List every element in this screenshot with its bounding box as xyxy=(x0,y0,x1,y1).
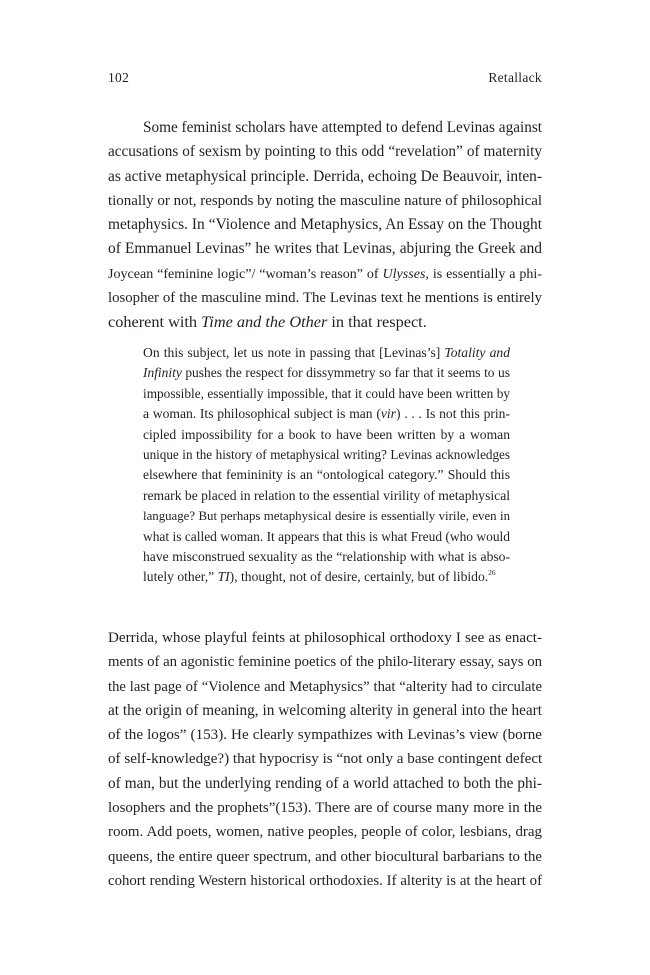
quote-line: lutely other,” TI), thought, not of desire, certainly, but of libido.$^{26}$ xyxy=(143,568,496,585)
quote-line: unique in the history of metaphysical writing? Levinas acknowledges xyxy=(143,446,510,462)
text-line: metaphysics. In “Violence and Metaphysics, An Essay on the Thought xyxy=(108,216,542,234)
text-line: coherent with Time and the Other in that respect. xyxy=(108,312,427,332)
text-line: of the logos” (153). He clearly sympathizes with Levinas’s view (borne xyxy=(108,727,542,744)
text-line: Some feminist scholars have attempted to defend Levinas against xyxy=(143,119,542,136)
body-paragraph-1 xyxy=(108,116,542,335)
block-quotation xyxy=(143,343,510,588)
text-line: accusations of sexism by pointing to this odd “revelation” of maternity xyxy=(108,143,542,161)
quote-line: a woman. Its philosophical subject is man (vir) . . . Is not this prin- xyxy=(143,406,510,422)
italic-title-time-and-the-other: Time and the Other xyxy=(201,312,328,332)
quote-line: elsewhere that femininity is an “ontological category.” Should this xyxy=(143,467,510,483)
footnote-marker[interactable]: 26 xyxy=(488,568,496,578)
quote-line: remark be placed in relation to the essential virility of metaphysical xyxy=(143,487,510,503)
italic-title-ulysses: Ulysses xyxy=(382,265,426,282)
italic-abbrev-ti: TI xyxy=(217,569,230,585)
running-head xyxy=(108,70,542,90)
text-line: Derrida, whose playful feints at philosophical orthodoxy I see as enact- xyxy=(108,630,542,646)
quote-line: what is called woman. It appears that this is what Freud (who would xyxy=(143,528,510,544)
quote-line: Infinity pushes the respect for dissymmetry so far that it seems to us xyxy=(143,365,510,381)
italic-title-infinity: Infinity xyxy=(143,365,182,381)
text-line: queens, the entire queer spectrum, and other biocultural barbarians to the xyxy=(108,848,542,865)
text-line: cohort rending Western historical orthodoxies. If alterity is at the heart of xyxy=(108,872,542,889)
text-line: of self-knowledge?) that hypocrisy is “not only a base contingent defect xyxy=(108,751,543,768)
text-line: at the origin of meaning, in welcoming alterity in general into the heart xyxy=(108,701,542,719)
quote-line: have misconstrued sexuality as the “relationship with what is abso- xyxy=(143,548,510,564)
quote-line: impossible, essentially impossible, that it could have been written by xyxy=(143,385,510,401)
italic-term-vir: vir xyxy=(380,406,396,422)
text-line: of Emmanuel Levinas” he writes that Levinas, abjuring the Greek and xyxy=(108,240,542,258)
text-line: ments of an agonistic feminine poetics of the philo-literary essay, says on xyxy=(108,654,542,671)
text-line: Joycean “feminine logic”/ “woman’s reason” of Ulysses, is essentially a phi- xyxy=(108,265,543,282)
text-line: the last page of “Violence and Metaphysics” that “alterity had to circulate xyxy=(108,678,542,695)
text-line: room. Add poets, women, native peoples, people of color, lesbians, drag xyxy=(108,824,542,841)
running-head-author: Retallack xyxy=(488,70,542,85)
text-line: losopher of the masculine mind. The Levinas text he mentions is entirely xyxy=(108,290,542,307)
page-number: 102 xyxy=(108,70,130,85)
quote-line: language? But perhaps metaphysical desire is essentially virile, even in xyxy=(143,509,510,524)
italic-title-totality-and-infinity: Totality and xyxy=(444,345,510,360)
text-line: losophers and the prophets”(153). There are of course many more in the xyxy=(108,800,542,817)
text-line: of man, but the underlying rending of a world attached to both the phi- xyxy=(108,774,542,792)
quote-line: cipled impossibility for a book to have been written by a woman xyxy=(143,426,510,442)
body-paragraph-2 xyxy=(108,626,542,893)
text-line: tionally or not, responds by noting the masculine nature of philosophical xyxy=(108,192,542,209)
quote-line: On this subject, let us note in passing that [Levinas’s] Totality and xyxy=(143,345,510,360)
text-line: as active metaphysical principle. Derrida, echoing De Beauvoir, inten- xyxy=(108,167,542,185)
